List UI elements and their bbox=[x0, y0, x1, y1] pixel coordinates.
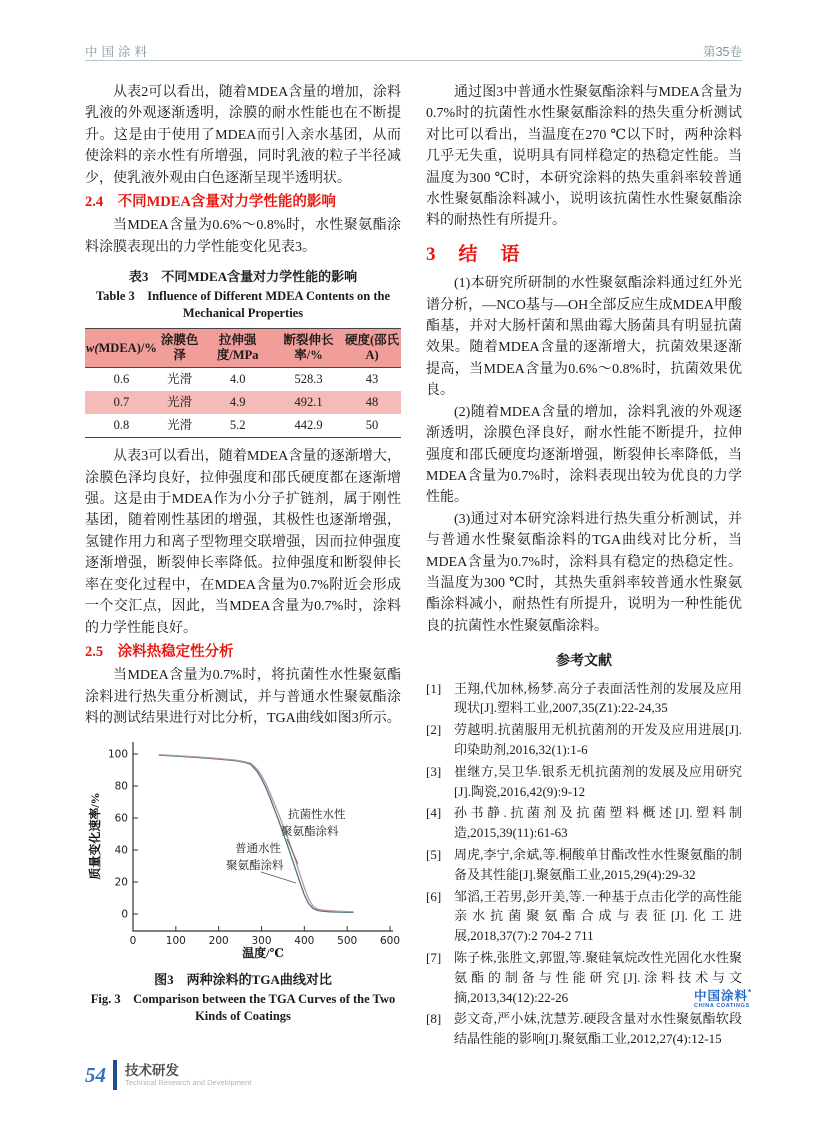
conclusion-item-3: (3)通过对本研究涂料进行热失重分析测试，并与普通水性聚氨酯涂料的TGA曲线对比分析，当MDEA含量为0.7%时，涂料具有稳定的热稳定性。当温度为300 ℃时，其热失重斜率较普通水性聚氨酯涂料减小，耐热性有所提升，说明为一种性能优良的抗菌性水性聚氨酯涂料。 bbox=[426, 511, 742, 634]
svg-text:聚氨酯涂料: 聚氨酯涂料 bbox=[281, 825, 339, 838]
table-row: 0.6 光滑 4.0 528.3 43 bbox=[113, 372, 379, 387]
paragraph: 从表3可以看出，随着MDEA含量的逐渐增大，涂膜色泽均良好，拉伸强度和邵氏硬度都在逐渐增强。这是由于MDEA作为小分子扩链剂，属于刚性基团，随着刚性基团的增强，其极性也逐渐增强，氢键作用力和离子型物理交联增强，因而拉伸强度逐渐增强，断裂伸长率降低。拉伸强度和断裂伸长率在变化过程中，在MDEA含量为0.7%附近会形成一个交汇点，因此，当MDEA含量为0.7%时，涂料的力学性能良好。 bbox=[85, 449, 401, 636]
logo-trademark-icon: * bbox=[748, 987, 753, 997]
svg-text:抗菌性水性: 抗菌性水性 bbox=[288, 808, 346, 821]
publisher-logo bbox=[694, 986, 752, 1009]
reference-item: [1] 王翔,代加林,杨梦.高分子表面活性剂的发展及应用现状[J].塑料工业,2007,35(Z1):22-24,35 bbox=[426, 680, 742, 716]
table-header-cell: w(MDEA)/% bbox=[85, 329, 158, 368]
svg-text:300: 300 bbox=[251, 934, 272, 947]
reference-item: [7] 陈子株,张胜文,郭盟,等.聚硅氧烷改性光固化水性聚氨酯的制备与性能研究[J].涂料技术与文摘,2013,34(12):22-26 bbox=[426, 949, 742, 1005]
svg-text:0: 0 bbox=[121, 908, 128, 921]
logo-text-en: CHINA COATINGS bbox=[694, 1003, 750, 1009]
svg-text:40: 40 bbox=[114, 844, 128, 857]
page-header bbox=[85, 36, 742, 60]
figure3-caption-en: Fig. 3 Comparison between the TGA Curves of the Two Kinds of Coatings bbox=[90, 991, 396, 1023]
journal-title: 中国涂料 bbox=[85, 45, 152, 59]
page-number: 54 bbox=[85, 1062, 106, 1087]
table-header-cell: 拉伸强度/MPa bbox=[201, 329, 274, 368]
footer-divider-bar bbox=[113, 1060, 117, 1090]
table3-caption-cn: 表3 不同MDEA含量对力学性能的影响 bbox=[128, 269, 358, 285]
table-header-row bbox=[85, 329, 401, 368]
footer-section-en: Technical Research and Development bbox=[125, 1077, 252, 1087]
svg-text:温度/℃: 温度/℃ bbox=[242, 945, 284, 960]
reference-item: [4] 孙书静.抗菌剂及抗菌塑料概述[J].塑料制造,2015,39(11):61-63 bbox=[426, 805, 742, 841]
svg-text:60: 60 bbox=[114, 812, 128, 825]
svg-text:聚氨酯涂料: 聚氨酯涂料 bbox=[226, 859, 284, 872]
conclusion-item-1: (1)本研究所研制的水性聚氨酯涂料通过红外光谱分析，—NCO基与—OH全部反应生成MDEA甲酸酯基，并对大肠杆菌和黑曲霉大肠菌具有明显抗菌效果。随着MDEA含量的逐渐增大，抗菌效果逐渐提高，当MDEA含量为0.6%～0.8%时，抗菌效果优良。 bbox=[426, 276, 742, 399]
table-header-cell: 硬度(邵氏A) bbox=[343, 329, 401, 368]
paragraph: 从表2可以看出，随着MDEA含量的增加，涂料乳液的外观逐渐透明，涂膜的耐水性能也在不断提升。这是由于使用了MDEA而引入亲水基团，从而使涂料的亲水性有所增强，同时乳液的粒子半径减少，使乳液外观由白色逐渐呈现半透明状。 bbox=[85, 85, 401, 186]
svg-text:100: 100 bbox=[165, 934, 186, 947]
table3 bbox=[85, 328, 401, 438]
paragraph: 通过图3中普通水性聚氨酯涂料与MDEA含量为0.7%时的抗菌性水性聚氨酯涂料的热失重分析测试对比可以看出，当温度在270 ℃以下时，两种涂料几乎无失重，说明具有同样稳定的热稳定性能。当温度为300 ℃时，本研究涂料的热失重斜率较普通水性聚氨酯涂料减小，说明该抗菌性水性聚氨酯涂料的耐热性有所提升。 bbox=[426, 85, 742, 229]
figure3-caption-cn: 图3 两种涂料的TGA曲线对比 bbox=[154, 971, 332, 987]
svg-text:400: 400 bbox=[294, 934, 315, 947]
table3-caption-en: Table 3 Influence of Different MDEA Contents on the Mechanical Properties bbox=[95, 289, 391, 321]
reference-item: [8] 彭文奇,严小妹,沈慧芳.硬段含量对水性聚氨酯软段结晶性能的影响[J].聚氨酯工业,2012,27(4):12-15 bbox=[426, 1011, 742, 1047]
section-heading-2-5: 2.5 涂料热稳定性分析 bbox=[85, 643, 234, 660]
section-heading-2-4: 2.4 不同MDEA含量对力学性能的影响 bbox=[85, 194, 336, 211]
section-heading-3: 3 结 语 bbox=[426, 243, 522, 265]
svg-text:200: 200 bbox=[208, 934, 229, 947]
table-header-cell: 涂膜色泽 bbox=[158, 329, 202, 368]
svg-text:80: 80 bbox=[114, 780, 128, 793]
reference-item: [3] 崔继方,吴卫华.银系无机抗菌剂的发展及应用研究[J].陶瓷,2016,42(9):9-12 bbox=[426, 763, 742, 799]
svg-text:20: 20 bbox=[114, 876, 128, 889]
table-header-cell: 断裂伸长率/% bbox=[274, 329, 343, 368]
table-row: 0.8 光滑 5.2 442.9 50 bbox=[113, 418, 379, 433]
page-footer bbox=[85, 1060, 251, 1090]
logo-text-cn: 中国涂料 bbox=[694, 989, 749, 1003]
volume-label: 第35卷 bbox=[703, 45, 742, 59]
tga-line-chart bbox=[85, 736, 401, 960]
reference-item: [6] 邹滔,王若男,彭开美,等.一种基于点击化学的高性能亲水抗菌聚氨酯合成与表征[J].化工进展,2018,37(7):2 704-2 711 bbox=[426, 888, 742, 944]
reference-item: [5] 周虎,李宁,余斌,等.桐酸单甘酯改性水性聚氨酯的制备及其性能[J].聚氨酯工业,2015,29(4):29-32 bbox=[426, 846, 742, 882]
figure3 bbox=[85, 736, 401, 1025]
svg-text:500: 500 bbox=[337, 934, 358, 947]
svg-text:0: 0 bbox=[129, 934, 137, 947]
svg-text:普通水性: 普通水性 bbox=[235, 842, 281, 855]
svg-text:质量变化速率/%: 质量变化速率/% bbox=[88, 791, 102, 880]
footer-section-cn: 技术研发 bbox=[125, 1062, 179, 1078]
svg-text:100: 100 bbox=[107, 748, 128, 761]
reference-item: [2] 劳越明.抗菌服用无机抗菌剂的开发及应用进展[J].印染助剂,2016,32(1):1-6 bbox=[426, 722, 742, 757]
svg-text:600: 600 bbox=[379, 934, 401, 947]
paragraph: 当MDEA含量为0.7%时，将抗菌性水性聚氨酯涂料进行热失重分析测试，并与普通水性聚氨酯涂料的测试结果进行对比分析，TGA曲线如图3所示。 bbox=[85, 668, 401, 727]
references-title: 参考文献 bbox=[556, 654, 612, 670]
conclusion-item-2: (2)随着MDEA含量的增加，涂料乳液的外观逐渐透明，涂膜色泽良好，耐水性能不断提升，拉伸强度和邵氏硬度均逐渐增强，断裂伸长率降低，当MDEA含量为0.7%时，涂料表现出较为优良的力学性能。 bbox=[426, 404, 742, 506]
table-row: 0.7 光滑 4.9 492.1 48 bbox=[85, 391, 401, 414]
left-column bbox=[85, 82, 401, 1025]
header-divider bbox=[85, 60, 742, 61]
right-column bbox=[426, 82, 742, 1051]
paragraph: 当MDEA含量为0.6%～0.8%时，水性聚氨酯涂料涂膜表现出的力学性能变化见表3。 bbox=[85, 218, 401, 255]
